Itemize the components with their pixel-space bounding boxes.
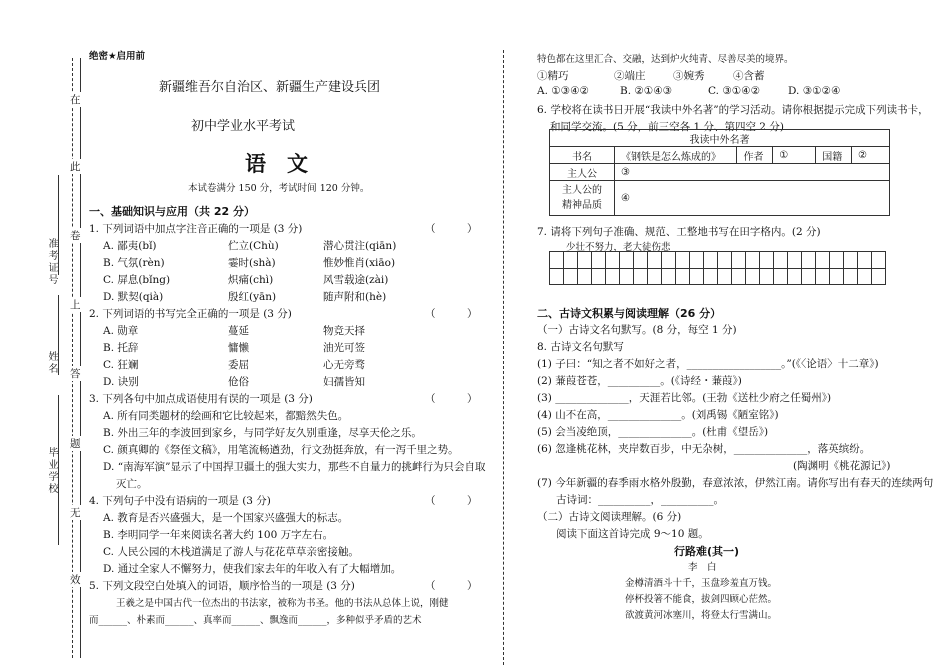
answer-paren: （ ） bbox=[425, 308, 478, 320]
grid-cell[interactable] bbox=[578, 252, 592, 268]
q3-line: A. 所有同类题材的绘画和它比较起来，都黯然失色。 bbox=[103, 410, 349, 422]
grid-cell[interactable] bbox=[746, 252, 760, 268]
grid-cell[interactable] bbox=[816, 268, 830, 284]
fill-line: (4) 山不在高，______________。(刘禹锡《陋室铭》) bbox=[537, 409, 779, 421]
fill-line: (1) 子曰：“知之者不如好之者，__________________。”(《〈论语〉十二章》) bbox=[537, 358, 879, 370]
grid-cell[interactable] bbox=[830, 252, 844, 268]
school-label: 毕业学校 bbox=[46, 447, 57, 495]
grid-cell[interactable] bbox=[704, 252, 718, 268]
q1-opt: 随声附和(hè) bbox=[323, 291, 387, 303]
grid-cell[interactable] bbox=[774, 252, 788, 268]
q2-opt: 蔓延 bbox=[228, 325, 249, 337]
author-label: 作者 bbox=[737, 147, 773, 164]
subsection-1: （一）古诗文名句默写。(8 分，每空 1 分) bbox=[537, 324, 737, 336]
grid-cell[interactable] bbox=[844, 252, 858, 268]
fill-line: 古诗词：__________，__________。 bbox=[556, 494, 724, 506]
grid-cell[interactable] bbox=[564, 252, 578, 268]
grid-cell[interactable] bbox=[592, 252, 606, 268]
q7-sentence: 少壮不努力，老大徒伤悲 bbox=[566, 242, 671, 253]
exam-info: 本试卷满分 150 分，考试时间 120 分钟。 bbox=[188, 183, 370, 194]
grid-cell[interactable] bbox=[690, 268, 704, 284]
seal-char: 题 bbox=[70, 438, 81, 450]
grid-cell[interactable] bbox=[872, 268, 885, 284]
book-label: 书名 bbox=[550, 147, 615, 164]
book-title: 《钢铁是怎么炼成的》 bbox=[615, 147, 737, 164]
grid-cell[interactable] bbox=[732, 252, 746, 268]
q1-opt: 炽痛(chì) bbox=[228, 274, 274, 286]
grid-cell[interactable] bbox=[802, 252, 816, 268]
fill-line: (6) 忽逢桃花林，夹岸数百步，中无杂树，______________，落英缤纷。 bbox=[537, 443, 871, 455]
q1-opt: 风雪载途(zài) bbox=[323, 274, 389, 286]
grid-cell[interactable] bbox=[760, 268, 774, 284]
grid-cell[interactable] bbox=[620, 252, 634, 268]
writing-grid[interactable] bbox=[549, 268, 886, 285]
q5-choice: B. ②①④③ bbox=[620, 85, 673, 97]
q2-opt: 物竞天择 bbox=[323, 325, 365, 337]
grid-cell[interactable] bbox=[788, 268, 802, 284]
q4-line: A. 教育是否兴盛强大，是一个国家兴盛强大的标志。 bbox=[103, 512, 349, 524]
answer-paren: （ ） bbox=[425, 495, 478, 507]
q5-line: 而______、朴素而______、真率而______、飘逸而______，多种似乎矛盾的艺术 bbox=[89, 615, 422, 626]
subject-title: 语 文 bbox=[245, 152, 308, 176]
seal-char: 在 bbox=[70, 94, 81, 106]
q2-opt: B. 托辞 bbox=[103, 342, 139, 354]
q2-opt: 慵懒 bbox=[228, 342, 249, 354]
q1-opt: 惟妙惟肖(xiāo) bbox=[323, 257, 396, 269]
grid-cell[interactable] bbox=[746, 268, 760, 284]
reading-card-table bbox=[549, 129, 890, 216]
q5-line: 王羲之是中国古代一位杰出的书法家，被称为书圣。他的书法从总体上说，刚健 bbox=[116, 598, 449, 609]
seal-char: 效 bbox=[70, 574, 81, 586]
q3-stem: 3. 下列各句中加点成语使用有误的一项是 (3 分) bbox=[89, 393, 313, 405]
q1-opt: 潜心贯注(qiān) bbox=[323, 240, 397, 252]
q2-opt: C. 狂斓 bbox=[103, 359, 139, 371]
grid-cell[interactable] bbox=[578, 268, 592, 284]
seal-char: 卷 bbox=[70, 230, 81, 242]
q2-opt: 委屈 bbox=[228, 359, 249, 371]
q6-stem: 6. 学校将在读书日开展“我读中外名著”的学习活动。请你根据提示完成下列读书卡， bbox=[537, 104, 929, 116]
spirit-label-line: 主人公的 bbox=[562, 185, 602, 196]
grid-cell[interactable] bbox=[844, 268, 858, 284]
q5-choice: D. ③①②④ bbox=[788, 85, 841, 97]
exam-region: 新疆维吾尔自治区、新疆生产建设兵团 bbox=[159, 80, 381, 95]
confidential-mark: 绝密★启用前 bbox=[89, 51, 146, 62]
q1-opt: D. 默契(qià) bbox=[103, 291, 164, 303]
grid-cell[interactable] bbox=[690, 252, 704, 268]
nation-blank[interactable]: ② bbox=[852, 147, 890, 164]
poem-line: 欲渡黄河冰塞川，将登太行雪满山。 bbox=[625, 610, 778, 621]
grid-cell[interactable] bbox=[606, 252, 620, 268]
seal-char: 此 bbox=[70, 161, 81, 173]
q4-line: D. 通过全家人不懈努力，使我们家去年的年收入有了大幅增加。 bbox=[103, 563, 402, 575]
q5-option: ②端庄 bbox=[614, 70, 646, 82]
grid-cell[interactable] bbox=[760, 252, 774, 268]
q1-opt: 霎时(shà) bbox=[228, 257, 276, 269]
q2-opt: 妇孺皆知 bbox=[323, 376, 365, 388]
spirit-label bbox=[550, 181, 615, 216]
poem-author: 李 白 bbox=[688, 562, 717, 573]
answer-paren: （ ） bbox=[425, 393, 478, 405]
grid-cell[interactable] bbox=[606, 268, 620, 284]
reading-instruction: 阅读下面这首诗完成 9～10 题。 bbox=[556, 528, 709, 540]
grid-cell[interactable] bbox=[718, 252, 732, 268]
fill-line: (5) 会当凌绝顶，______________。(杜甫《望岳》) bbox=[537, 426, 769, 438]
fill-line: (3) ______________，天涯若比邻。(王勃《送杜少府之任蜀州》) bbox=[537, 392, 832, 404]
answer-paren: （ ） bbox=[425, 223, 478, 235]
seal-char: 上 bbox=[70, 299, 81, 311]
q5-stem: 5. 下列文段空白处填入的词语，顺序恰当的一项是 (3 分) bbox=[89, 580, 355, 592]
q2-opt: 伧俗 bbox=[228, 376, 249, 388]
q1-opt: B. 气氛(rèn) bbox=[103, 257, 165, 269]
answer-paren: （ ） bbox=[425, 580, 478, 592]
section-1-heading: 一、基础知识与应用（共 22 分） bbox=[89, 205, 255, 218]
q1-opt: A. 鄙夷(bǐ) bbox=[103, 240, 157, 252]
q5-continued: 特色都在这里汇合、交融，达到炉火纯青、尽善尽美的境界。 bbox=[537, 54, 794, 65]
grid-cell[interactable] bbox=[662, 268, 676, 284]
q2-opt: D. 诀别 bbox=[103, 376, 139, 388]
grid-cell[interactable] bbox=[788, 252, 802, 268]
grid-cell[interactable] bbox=[634, 252, 648, 268]
q4-line: C. 人民公园的木栈道满足了游人与花花草草亲密接触。 bbox=[103, 546, 359, 558]
q2-opt: A. 勋章 bbox=[103, 325, 139, 337]
grid-cell[interactable] bbox=[830, 268, 844, 284]
q5-choice: C. ③①④② bbox=[708, 85, 760, 97]
q4-line: B. 李明同学一年来阅读名著大约 100 万字左右。 bbox=[103, 529, 334, 541]
q3-line: D. “南海军演”显示了中国捍卫疆土的强大实力，那些不自量力的挑衅行为只会自取 bbox=[103, 461, 486, 473]
seal-char: 无 bbox=[70, 507, 81, 519]
grid-cell[interactable] bbox=[676, 268, 690, 284]
poem-line: 金樽清酒斗十千，玉盘珍羞直万钱。 bbox=[625, 578, 778, 589]
q8-stem: 8. 古诗文名句默写 bbox=[537, 341, 624, 353]
grid-cell[interactable] bbox=[704, 268, 718, 284]
seal-dashed-line bbox=[72, 58, 73, 658]
q5-option: ④含蓄 bbox=[733, 70, 765, 82]
grid-cell[interactable] bbox=[592, 268, 606, 284]
q6-stem-2: 和同学交流。(5 分，前三空各 1 分、第四空 2 分) bbox=[550, 121, 784, 133]
fill-line: (2) 蒹葭苍苍，__________。(《诗经・蒹葭》) bbox=[537, 375, 742, 387]
q2-opt: 油光可签 bbox=[323, 342, 365, 354]
q3-line: C. 颜真卿的《祭侄文稿》，用笔流畅遒劲，行文劲挺奔放，有一泻千里之势。 bbox=[103, 444, 459, 456]
exam-name: 初中学业水平考试 bbox=[191, 119, 296, 134]
spirit-blank[interactable]: ④ bbox=[615, 181, 890, 216]
grid-cell[interactable] bbox=[718, 268, 732, 284]
author-blank[interactable]: ① bbox=[773, 147, 816, 164]
name-label: 姓名 bbox=[46, 351, 57, 375]
grid-cell[interactable] bbox=[634, 268, 648, 284]
exam-number-label: 准考证号 bbox=[46, 238, 57, 286]
grid-cell[interactable] bbox=[858, 252, 872, 268]
q1-opt: 伫立(Chù) bbox=[228, 240, 279, 252]
section-2-heading: 二、古诗文积累与阅读理解（26 分） bbox=[537, 307, 722, 320]
q3-line: 灭亡。 bbox=[116, 478, 148, 490]
subsection-2: （二）古诗文阅读理解。(6 分) bbox=[537, 511, 682, 523]
grid-cell[interactable] bbox=[564, 268, 578, 284]
hero-label: 主人公 bbox=[550, 164, 615, 181]
grid-cell[interactable] bbox=[858, 268, 872, 284]
q5-option: ③婉秀 bbox=[673, 70, 705, 82]
q3-line: B. 外出三年的李波回到家乡，与同学好友久别重逢，尽享天伦之乐。 bbox=[103, 427, 422, 439]
grid-cell[interactable] bbox=[550, 268, 564, 284]
nation-label: 国籍 bbox=[816, 147, 852, 164]
grid-cell[interactable] bbox=[774, 268, 788, 284]
grid-cell[interactable] bbox=[872, 252, 885, 268]
grid-cell[interactable] bbox=[732, 268, 746, 284]
q5-option: ①精巧 bbox=[537, 70, 569, 82]
card-title: 我读中外名著 bbox=[550, 130, 890, 147]
hero-blank[interactable]: ③ bbox=[615, 164, 890, 181]
q5-choice: A. ①③④② bbox=[537, 85, 589, 97]
grid-cell[interactable] bbox=[620, 268, 634, 284]
writing-grid[interactable] bbox=[549, 251, 886, 269]
grid-cell[interactable] bbox=[676, 252, 690, 268]
fold-dashed-line bbox=[503, 50, 504, 665]
q4-stem: 4. 下列句子中没有语病的一项是 (3 分) bbox=[89, 495, 271, 507]
grid-cell[interactable] bbox=[648, 252, 662, 268]
grid-cell[interactable] bbox=[550, 252, 564, 268]
poem-title: 行路难(其一) bbox=[674, 545, 740, 558]
spirit-label-line: 精神品质 bbox=[562, 200, 602, 211]
q1-stem: 1. 下列词语中加点字注音正确的一项是 (3 分) bbox=[89, 223, 303, 235]
q2-stem: 2. 下列词语的书写完全正确的一项是 (3 分) bbox=[89, 308, 292, 320]
q1-opt: 殷红(yān) bbox=[228, 291, 277, 303]
grid-cell[interactable] bbox=[802, 268, 816, 284]
fill-source: (陶渊明《桃花源记》) bbox=[793, 460, 891, 472]
poem-line: 停杯投箸不能食，拔剑四顾心茫然。 bbox=[625, 594, 778, 605]
q2-opt: 心无旁骛 bbox=[323, 359, 365, 371]
q1-opt: C. 屏息(bǐng) bbox=[103, 274, 171, 286]
seal-char: 答 bbox=[70, 368, 81, 380]
fill-line: (7) 今年新疆的春季雨水格外殷勤，春意浓浓，伊然江南。请你写出有春天的连续两句 bbox=[537, 477, 934, 489]
grid-cell[interactable] bbox=[662, 252, 676, 268]
binding-line bbox=[80, 58, 81, 658]
q7-stem: 7. 请将下列句子准确、规范、工整地书写在田字格内。(2 分) bbox=[537, 226, 821, 238]
grid-cell[interactable] bbox=[648, 268, 662, 284]
grid-cell[interactable] bbox=[816, 252, 830, 268]
